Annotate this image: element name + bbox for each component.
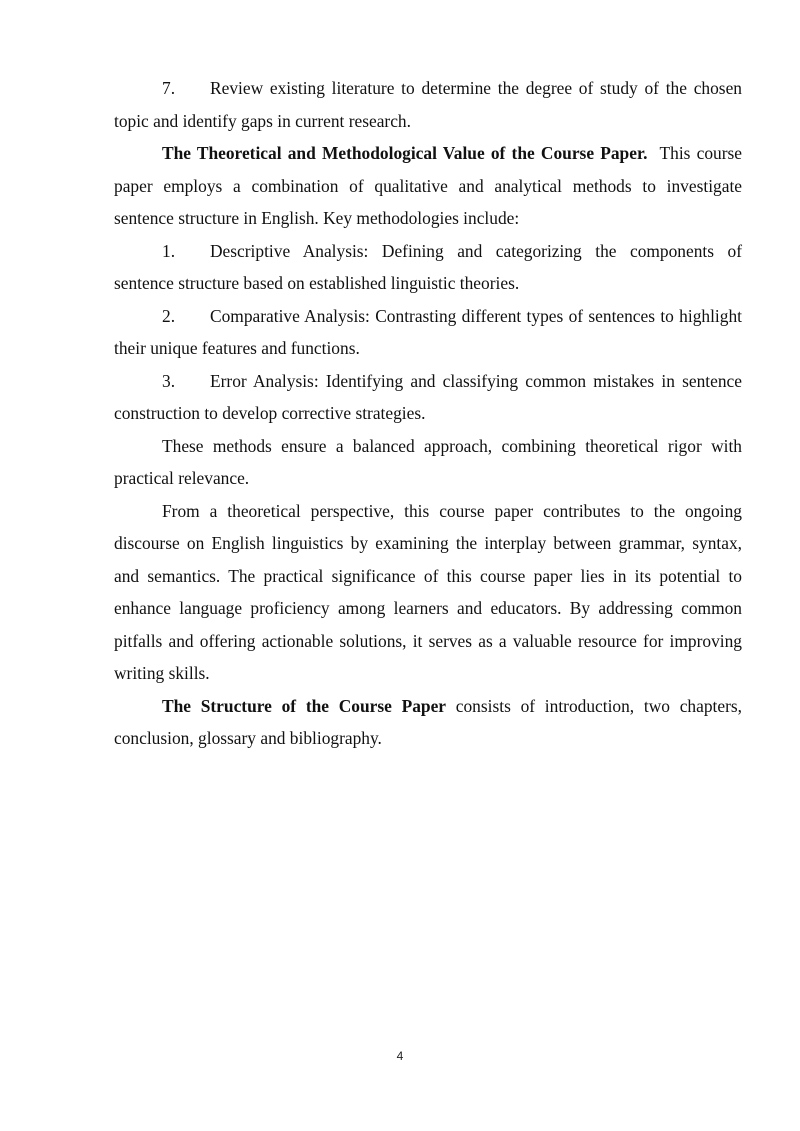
methods-paragraph: These methods ensure a balanced approach, combining theoretical rigor with practical relevance. [114, 435, 742, 488]
list-text: Comparative Analysis: Contrasting different types of sentences to highlight their unique features and functions. [114, 305, 742, 358]
structure-paragraph [114, 690, 742, 755]
theoretical-value-paragraph [114, 137, 742, 235]
list-text: Error Analysis: Identifying and classifying common mistakes in sentence construction to develop corrective strategies. [114, 370, 742, 423]
perspective-paragraph: From a theoretical perspective, this course paper contributes to the ongoing discourse on English linguistics by examining the interplay between grammar, syntax, and semantics. The practical significance of this course paper lies in its potential to enhance language proficiency among learners and educators. By addressing common pitfalls and offering actionable solutions, it serves as a valuable resource for improving writing skills. [114, 500, 742, 683]
list-text: Descriptive Analysis: Defining and categorizing the components of sentence structure based on established linguistic theories. [114, 240, 742, 293]
theoretical-value-heading: The Theoretical and Methodological Value of the Course Paper. [162, 143, 648, 163]
list-item-2 [114, 300, 742, 365]
list-number: 7. [162, 78, 176, 98]
document-page [114, 72, 742, 755]
structure-text: consists of introduction, two chapters, conclusion, glossary and bibliography. [114, 695, 742, 748]
list-number: 1. [162, 240, 176, 261]
theoretical-value-text: This course paper employs a combination of qualitative and analytical methods to investigate sentence structure in English. Key methodologies include: [114, 143, 742, 228]
list-number: 2. [162, 305, 176, 326]
list-text: Review existing literature to determine the degree of study of the chosen topic and identify gaps in current research. [114, 78, 742, 131]
list-number: 3. [162, 370, 176, 391]
structure-heading: The Structure of the Course Paper [162, 695, 447, 716]
list-item-7 [114, 72, 742, 137]
list-item-1 [114, 235, 742, 300]
list-item-3 [114, 365, 742, 430]
page-number: 4 [396, 1049, 404, 1063]
